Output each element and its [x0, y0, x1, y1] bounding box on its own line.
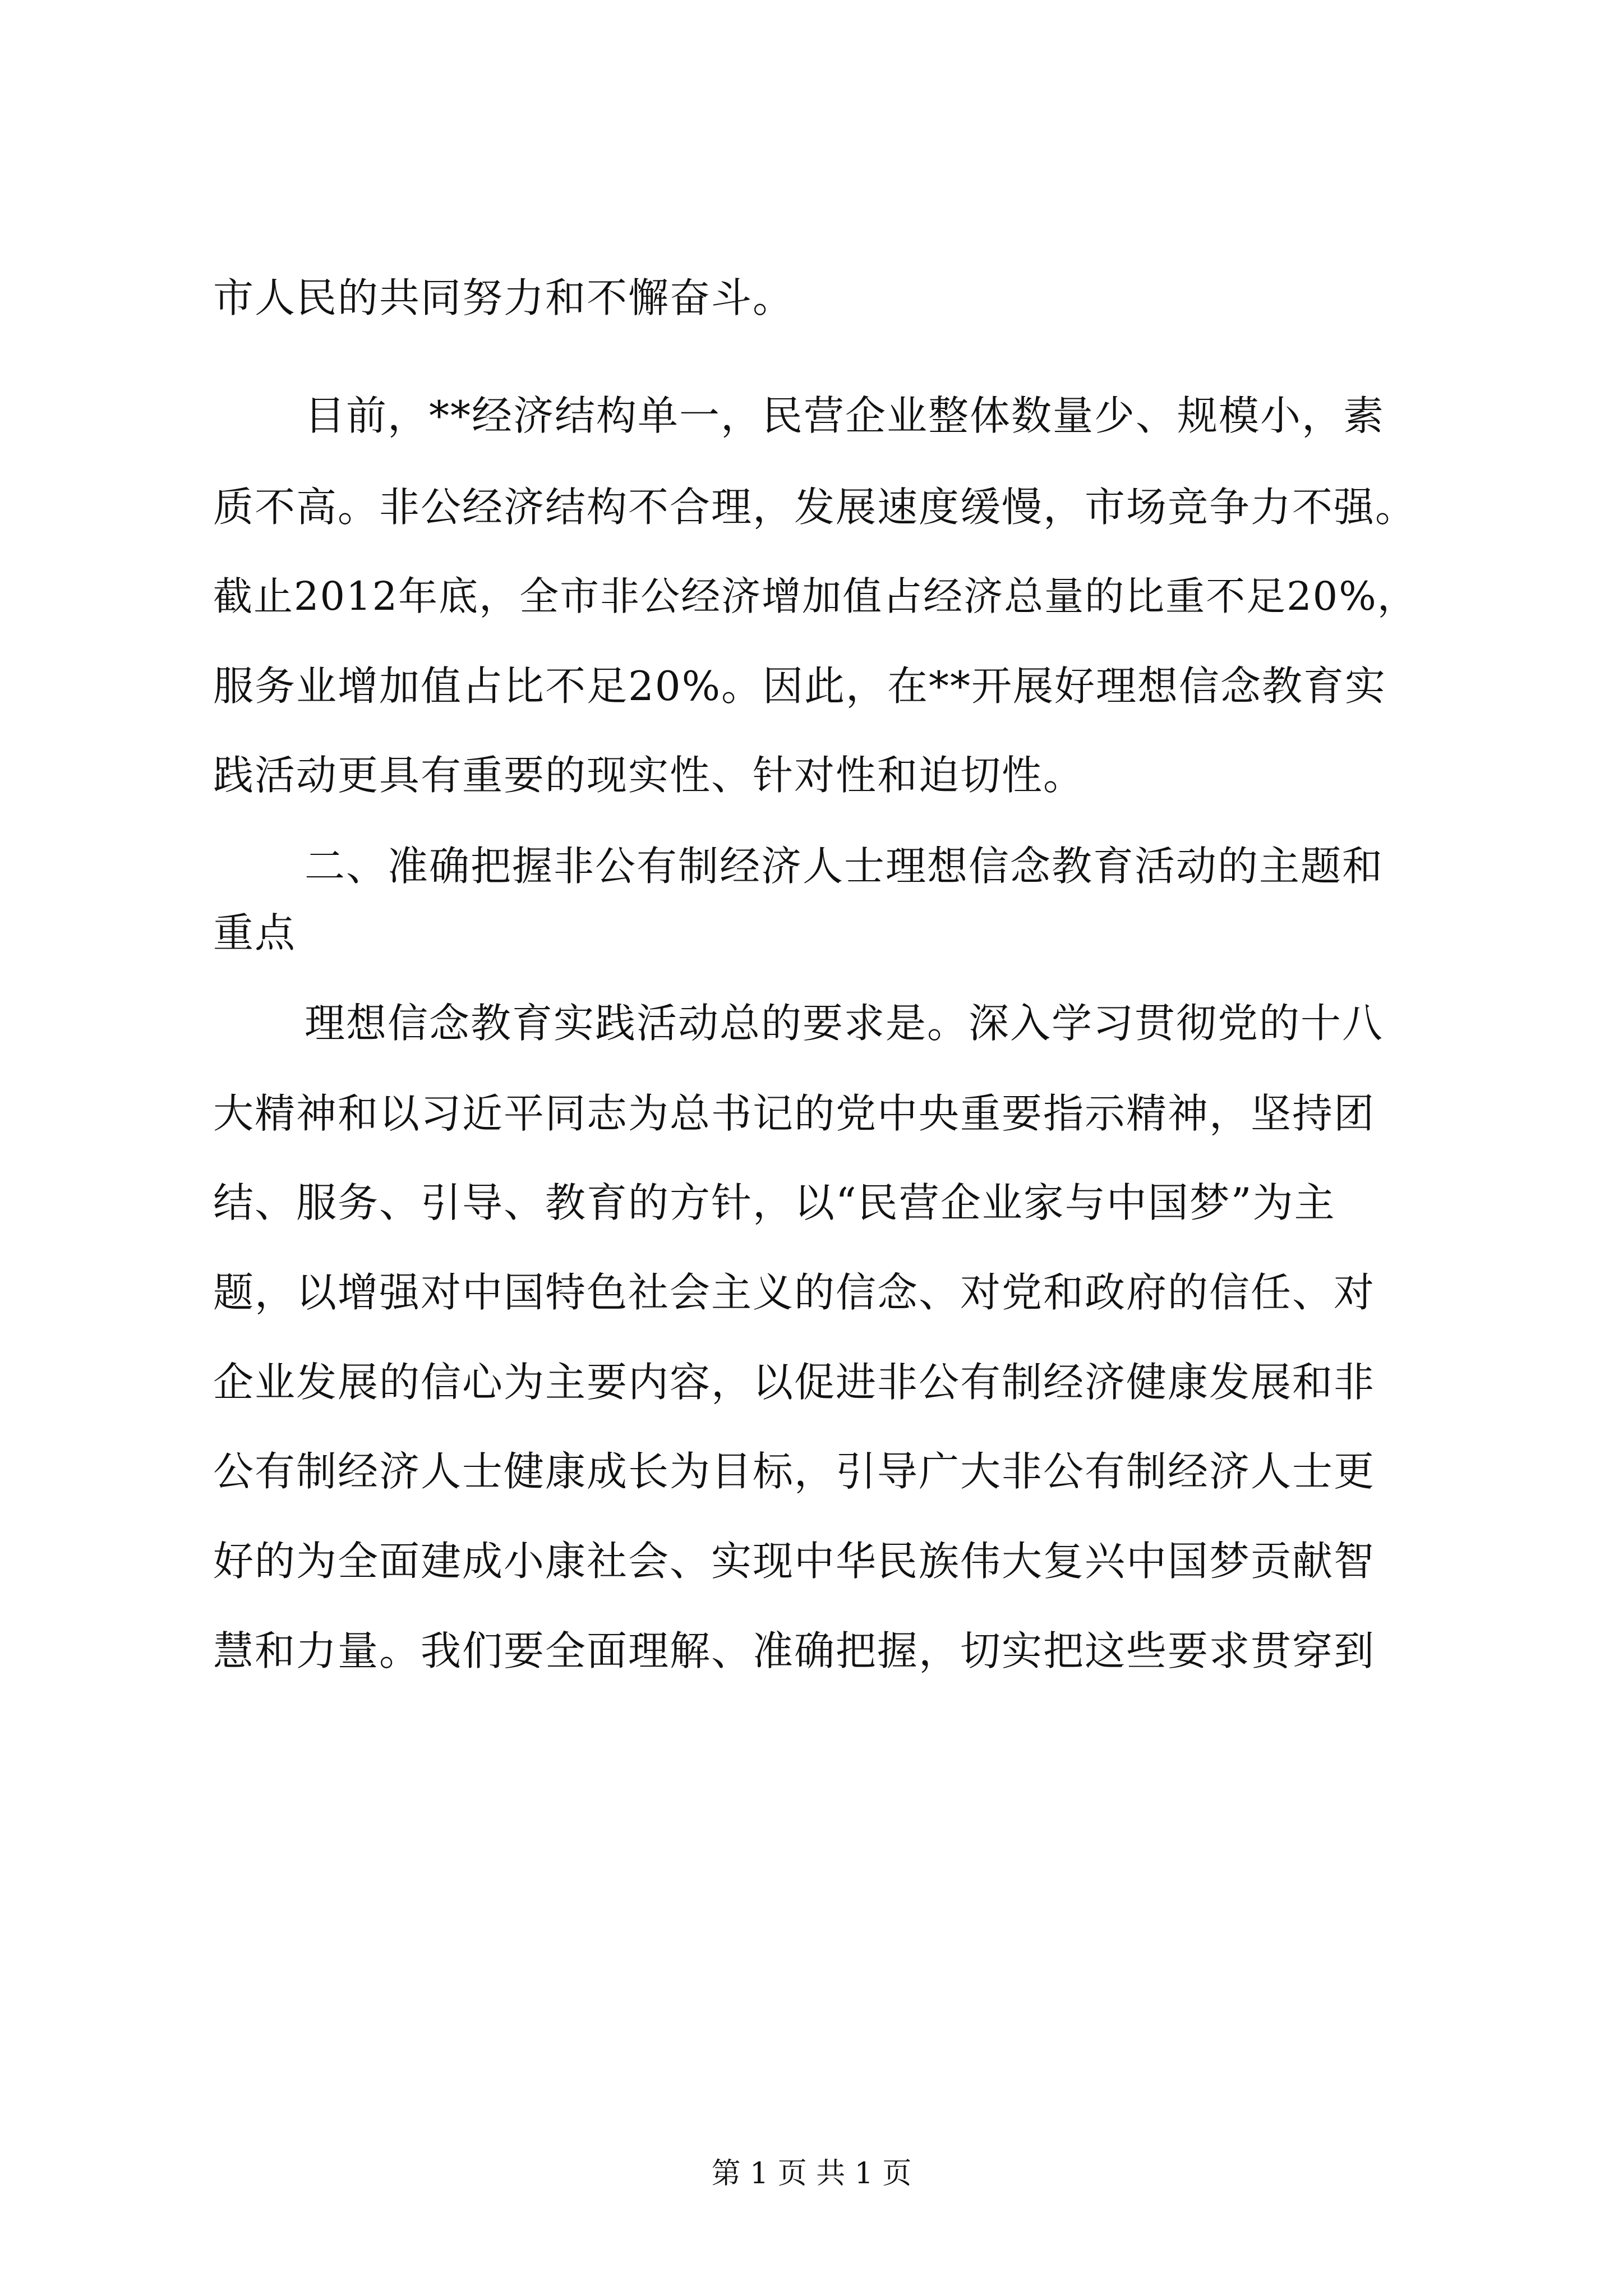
text-line: 践活动更具有重要的现实性、针对性和迫切性。 [213, 752, 1085, 799]
text-line: 慧和力量。我们要全面理解、准确把握，切实把这些要求贯穿到 [213, 1627, 1376, 1674]
text-line: 企业发展的信心为主要内容，以促进非公有制经济健康发展和非 [213, 1359, 1376, 1406]
text-line: 目前，**经济结构单一，民营企业整体数量少、规模小，素 [305, 392, 1385, 439]
text-line: 市人民的共同努力和不懈奋斗。 [213, 274, 795, 321]
page-number-footer: 第 1 页 共 1 页 [711, 2157, 912, 2191]
text-line: 公有制经济人士健康成长为目标，引导广大非公有制经济人士更 [213, 1448, 1376, 1495]
text-line: 好的为全面建成小康社会、实现中华民族伟大复兴中国梦贡献智 [213, 1538, 1376, 1585]
text-line: 题，以增强对中国特色社会主义的信念、对党和政府的信任、对 [213, 1269, 1376, 1316]
text-line: 服务业增加值占比不足20%。因此，在**开展好理想信念教育实 [213, 662, 1387, 710]
section-heading: 二、准确把握非公有制经济人士理想信念教育活动的主题和 [305, 843, 1384, 890]
section-heading: 重点 [213, 909, 297, 956]
text-line: 质不高。非公经济结构不合理，发展速度缓慢，市场竞争力不强。 [213, 484, 1417, 531]
text-line: 理想信念教育实践活动总的要求是。深入学习贯彻党的十八 [305, 1000, 1384, 1047]
text-line: 结、服务、引导、教育的方针，以“民营企业家与中国梦”为主 [213, 1179, 1336, 1226]
text-line: 大精神和以习近平同志为总书记的党中央重要指示精神，坚持团 [213, 1090, 1376, 1137]
text-line: 截止2012年底，全市非公经济增加值占经济总量的比重不足20%， [213, 573, 1418, 619]
